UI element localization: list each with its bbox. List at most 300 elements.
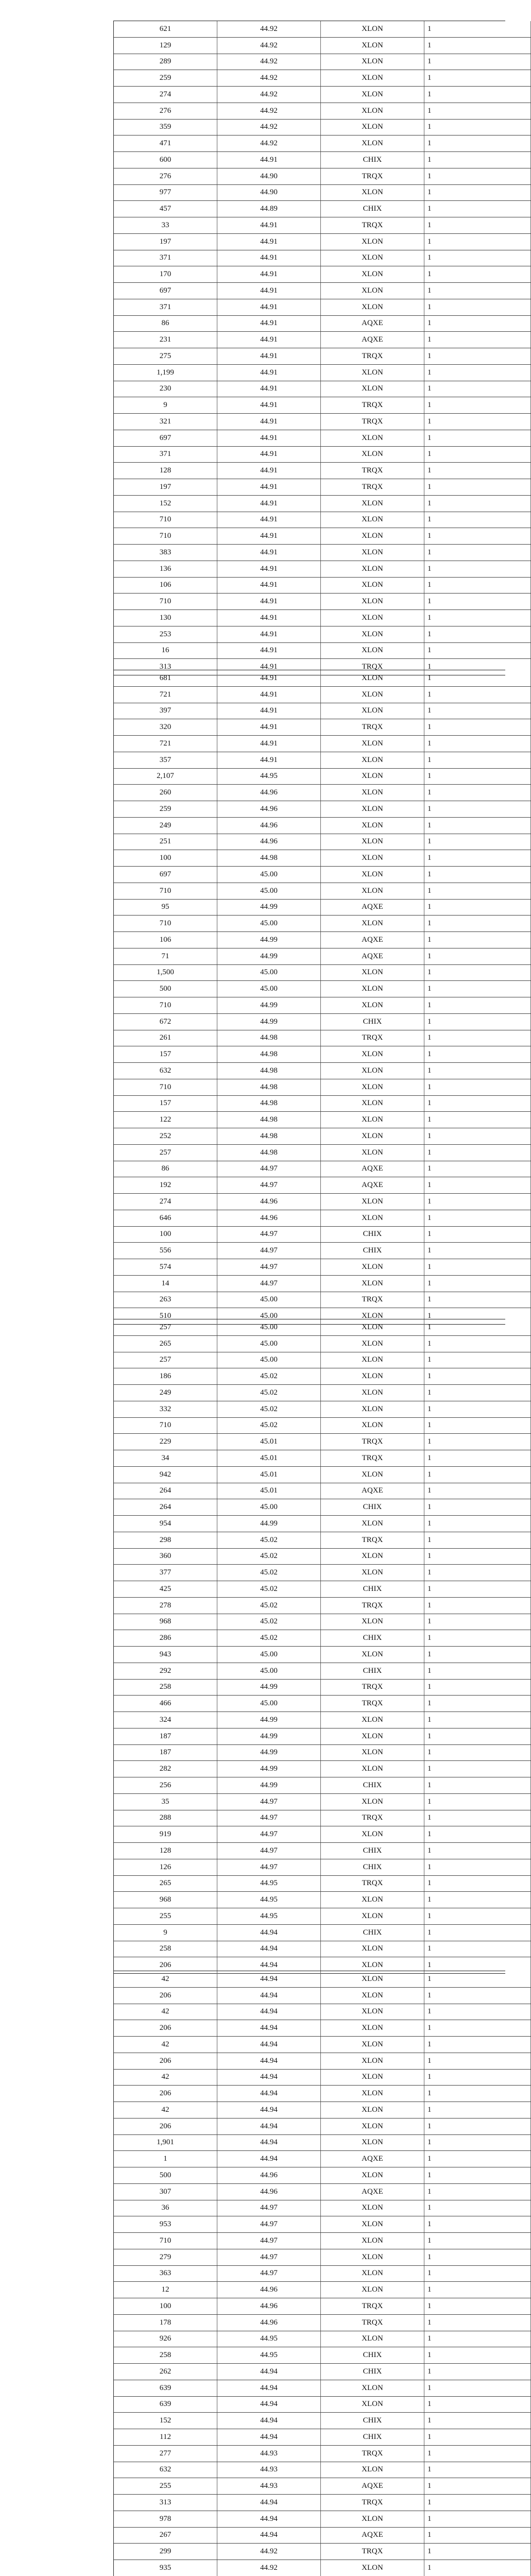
table-row [114, 2527, 531, 2544]
venue-cell: CHIX [321, 1859, 424, 1875]
table-row [114, 1194, 531, 1210]
price-cell: 44.99 [217, 1744, 321, 1761]
table-row [114, 1434, 531, 1450]
venue-cell: XLON [321, 752, 424, 768]
venue-cell: XLON [321, 2233, 424, 2249]
price-cell: 44.91 [217, 495, 321, 512]
table-row [114, 463, 531, 479]
price-cell: 44.92 [217, 135, 321, 152]
venue-cell: XLON [321, 1728, 424, 1744]
time-cell: 1 [424, 1401, 531, 1417]
table-row [114, 867, 531, 883]
price-cell: 45.02 [217, 1368, 321, 1385]
table-row [114, 1079, 531, 1095]
table-row [114, 2118, 531, 2134]
venue-cell: TRQX [321, 2495, 424, 2511]
table-row [114, 2053, 531, 2069]
volume-cell: 639 [114, 2396, 217, 2413]
volume-cell: 259 [114, 801, 217, 818]
venue-cell: XLON [321, 2216, 424, 2233]
venue-cell: XLON [321, 2200, 424, 2216]
volume-cell: 298 [114, 1532, 217, 1548]
volume-cell: 206 [114, 2053, 217, 2069]
table-row [114, 1417, 531, 1434]
price-cell: 44.99 [217, 1679, 321, 1696]
venue-cell: XLON [321, 446, 424, 463]
time-cell: 1 [424, 1987, 531, 2004]
time-cell: 1 [424, 2527, 531, 2544]
price-cell: 44.91 [217, 659, 321, 675]
price-cell: 45.02 [217, 1385, 321, 1401]
volume-cell: 253 [114, 626, 217, 642]
time-cell: 1 [424, 1793, 531, 1810]
table-row [114, 2265, 531, 2282]
venue-cell: CHIX [321, 1843, 424, 1859]
volume-cell: 9 [114, 1924, 217, 1941]
table-row [114, 168, 531, 184]
table-frame [113, 1319, 505, 1974]
time-cell: 1 [424, 233, 531, 250]
price-cell: 44.91 [217, 381, 321, 397]
venue-cell: XLON [321, 2462, 424, 2478]
time-cell: 1 [424, 1957, 531, 1973]
price-cell: 44.94 [217, 1987, 321, 2004]
volume-cell: 1 [114, 2151, 217, 2167]
volume-cell: 42 [114, 2069, 217, 2086]
venue-cell: XLON [321, 1892, 424, 1908]
price-cell: 45.00 [217, 1352, 321, 1368]
price-cell: 44.94 [217, 1941, 321, 1957]
time-cell: 1 [424, 87, 531, 103]
volume-cell: 471 [114, 135, 217, 152]
volume-cell: 178 [114, 2314, 217, 2331]
volume-cell: 14 [114, 1275, 217, 1292]
table-row [114, 2102, 531, 2119]
table-row [114, 1712, 531, 1728]
table-row [114, 397, 531, 414]
time-cell: 1 [424, 1810, 531, 1826]
venue-cell: XLON [321, 1401, 424, 1417]
venue-cell: XLON [321, 364, 424, 381]
venue-cell: TRQX [321, 1450, 424, 1467]
time-cell: 1 [424, 834, 531, 850]
time-cell: 1 [424, 283, 531, 299]
venue-cell: XLON [321, 785, 424, 801]
time-cell: 1 [424, 659, 531, 675]
table-row [114, 2396, 531, 2413]
price-cell: 45.01 [217, 1466, 321, 1483]
volume-cell: 86 [114, 1161, 217, 1177]
venue-cell: CHIX [321, 1243, 424, 1259]
price-cell: 44.98 [217, 1079, 321, 1095]
price-cell: 44.99 [217, 1516, 321, 1532]
venue-cell: XLON [321, 1516, 424, 1532]
time-cell: 1 [424, 414, 531, 430]
venue-cell: XLON [321, 703, 424, 719]
time-cell: 1 [424, 1581, 531, 1598]
table-row [114, 736, 531, 752]
table-row [114, 1696, 531, 1712]
price-cell: 44.91 [217, 152, 321, 168]
price-cell: 44.98 [217, 1095, 321, 1112]
table-row [114, 1161, 531, 1177]
volume-cell: 187 [114, 1744, 217, 1761]
volume-cell: 42 [114, 2004, 217, 2020]
venue-cell: XLON [321, 610, 424, 626]
time-cell: 1 [424, 1532, 531, 1548]
price-cell: 44.94 [217, 2511, 321, 2527]
table-row [114, 1046, 531, 1063]
venue-cell: XLON [321, 2086, 424, 2102]
venue-cell: XLON [321, 2265, 424, 2282]
price-cell: 44.96 [217, 785, 321, 801]
volume-cell: 332 [114, 1401, 217, 1417]
price-cell: 44.99 [217, 1013, 321, 1030]
trades-table [114, 21, 531, 675]
venue-cell: XLON [321, 1565, 424, 1581]
table-frame [113, 1971, 505, 2576]
venue-cell: TRQX [321, 719, 424, 736]
time-cell: 1 [424, 512, 531, 528]
table-row [114, 1466, 531, 1483]
price-cell: 44.99 [217, 1777, 321, 1794]
time-cell: 1 [424, 397, 531, 414]
venue-cell: XLON [321, 528, 424, 545]
table-row [114, 1385, 531, 1401]
price-cell: 44.97 [217, 1177, 321, 1194]
price-cell: 44.91 [217, 686, 321, 703]
volume-cell: 157 [114, 1095, 217, 1112]
time-cell: 1 [424, 2282, 531, 2298]
price-cell: 45.00 [217, 867, 321, 883]
time-cell: 1 [424, 332, 531, 348]
volume-cell: 197 [114, 233, 217, 250]
time-cell: 1 [424, 1417, 531, 1434]
time-cell: 1 [424, 381, 531, 397]
venue-cell: XLON [321, 1368, 424, 1385]
table-row [114, 1319, 531, 1335]
volume-cell: 425 [114, 1581, 217, 1598]
price-cell: 44.97 [217, 2216, 321, 2233]
venue-cell: XLON [321, 545, 424, 561]
price-cell: 44.94 [217, 2086, 321, 2102]
volume-cell: 276 [114, 103, 217, 119]
volume-cell: 36 [114, 2200, 217, 2216]
volume-cell: 1,901 [114, 2134, 217, 2151]
table-row [114, 512, 531, 528]
volume-cell: 360 [114, 1548, 217, 1565]
price-cell: 44.92 [217, 87, 321, 103]
table-row [114, 981, 531, 997]
time-cell: 1 [424, 1144, 531, 1161]
table-row [114, 2413, 531, 2429]
price-cell: 44.91 [217, 752, 321, 768]
volume-cell: 697 [114, 867, 217, 883]
volume-cell: 574 [114, 1259, 217, 1276]
venue-cell: XLON [321, 250, 424, 266]
venue-cell: AQXE [321, 2151, 424, 2167]
venue-cell: TRQX [321, 217, 424, 234]
price-cell: 44.97 [217, 1810, 321, 1826]
volume-cell: 943 [114, 1647, 217, 1663]
volume-cell: 249 [114, 1385, 217, 1401]
price-cell: 44.95 [217, 1908, 321, 1925]
table-row [114, 2216, 531, 2233]
price-cell: 44.97 [217, 1275, 321, 1292]
volume-cell: 363 [114, 2265, 217, 2282]
table-row [114, 577, 531, 594]
venue-cell: XLON [321, 916, 424, 932]
venue-cell: AQXE [321, 1177, 424, 1194]
time-cell: 1 [424, 2102, 531, 2119]
volume-cell: 71 [114, 948, 217, 964]
table-row [114, 768, 531, 785]
volume-cell: 977 [114, 184, 217, 201]
table-row [114, 528, 531, 545]
table-row [114, 1275, 531, 1292]
trades-table [114, 1971, 531, 2576]
time-cell: 1 [424, 1647, 531, 1663]
venue-cell: XLON [321, 266, 424, 283]
venue-cell: TRQX [321, 1434, 424, 1450]
price-cell: 45.00 [217, 883, 321, 899]
volume-cell: 255 [114, 1908, 217, 1925]
table-row [114, 2544, 531, 2560]
table-row [114, 332, 531, 348]
venue-cell: XLON [321, 686, 424, 703]
volume-cell: 277 [114, 2445, 217, 2462]
volume-cell: 206 [114, 1987, 217, 2004]
price-cell: 44.94 [217, 2102, 321, 2119]
volume-cell: 954 [114, 1516, 217, 1532]
table-row [114, 1875, 531, 1892]
time-cell: 1 [424, 299, 531, 315]
volume-cell: 500 [114, 981, 217, 997]
volume-cell: 206 [114, 1957, 217, 1973]
time-cell: 1 [424, 2183, 531, 2200]
time-cell: 1 [424, 2037, 531, 2053]
table-row [114, 1095, 531, 1112]
table-row [114, 1597, 531, 1614]
price-cell: 44.93 [217, 2478, 321, 2495]
price-cell: 44.99 [217, 948, 321, 964]
table-row [114, 1859, 531, 1875]
table-row [114, 2282, 531, 2298]
time-cell: 1 [424, 1292, 531, 1308]
time-cell: 1 [424, 1548, 531, 1565]
table-row [114, 1663, 531, 1679]
time-cell: 1 [424, 70, 531, 87]
price-cell: 45.02 [217, 1401, 321, 1417]
time-cell: 1 [424, 1434, 531, 1450]
price-cell: 44.99 [217, 1761, 321, 1777]
price-cell: 44.99 [217, 899, 321, 916]
price-cell: 45.02 [217, 1614, 321, 1630]
venue-cell: XLON [321, 21, 424, 37]
volume-cell: 136 [114, 561, 217, 577]
time-cell: 1 [424, 1079, 531, 1095]
time-cell: 1 [424, 1614, 531, 1630]
table-row [114, 250, 531, 266]
venue-cell: XLON [321, 1144, 424, 1161]
time-cell: 1 [424, 981, 531, 997]
volume-cell: 100 [114, 850, 217, 867]
volume-cell: 457 [114, 201, 217, 217]
volume-cell: 397 [114, 703, 217, 719]
volume-cell: 264 [114, 1483, 217, 1499]
price-cell: 44.94 [217, 2364, 321, 2380]
price-cell: 44.97 [217, 2233, 321, 2249]
table-row [114, 1226, 531, 1243]
price-cell: 44.95 [217, 1875, 321, 1892]
price-cell: 44.97 [217, 1226, 321, 1243]
price-cell: 44.99 [217, 932, 321, 948]
time-cell: 1 [424, 1679, 531, 1696]
volume-cell: 919 [114, 1826, 217, 1843]
venue-cell: TRQX [321, 463, 424, 479]
table-row [114, 610, 531, 626]
volume-cell: 672 [114, 1013, 217, 1030]
price-cell: 44.91 [217, 528, 321, 545]
price-cell: 44.91 [217, 446, 321, 463]
volume-cell: 556 [114, 1243, 217, 1259]
time-cell: 1 [424, 626, 531, 642]
volume-cell: 721 [114, 736, 217, 752]
volume-cell: 466 [114, 1696, 217, 1712]
volume-cell: 257 [114, 1352, 217, 1368]
time-cell: 1 [424, 1597, 531, 1614]
price-cell: 44.91 [217, 348, 321, 365]
time-cell: 1 [424, 867, 531, 883]
venue-cell: CHIX [321, 1013, 424, 1030]
volume-cell: 1,500 [114, 964, 217, 981]
table-row [114, 1177, 531, 1194]
time-cell: 1 [424, 1777, 531, 1794]
volume-cell: 42 [114, 2102, 217, 2119]
volume-cell: 263 [114, 1292, 217, 1308]
volume-cell: 112 [114, 2429, 217, 2446]
time-cell: 1 [424, 1308, 531, 1324]
price-cell: 44.94 [217, 2004, 321, 2020]
table-row [114, 184, 531, 201]
volume-cell: 192 [114, 1177, 217, 1194]
venue-cell: XLON [321, 2511, 424, 2527]
venue-cell: CHIX [321, 2413, 424, 2429]
time-cell: 1 [424, 642, 531, 659]
volume-cell: 230 [114, 381, 217, 397]
volume-cell: 128 [114, 463, 217, 479]
time-cell: 1 [424, 2151, 531, 2167]
table-row [114, 1210, 531, 1226]
volume-cell: 206 [114, 2086, 217, 2102]
price-cell: 44.94 [217, 1924, 321, 1941]
table-row [114, 2347, 531, 2364]
table-row [114, 1516, 531, 1532]
time-cell: 1 [424, 1696, 531, 1712]
price-cell: 44.90 [217, 168, 321, 184]
table-row [114, 899, 531, 916]
table-row [114, 817, 531, 834]
volume-cell: 267 [114, 2527, 217, 2544]
time-cell: 1 [424, 217, 531, 234]
time-cell: 1 [424, 577, 531, 594]
price-cell: 44.99 [217, 997, 321, 1014]
volume-cell: 106 [114, 577, 217, 594]
time-cell: 1 [424, 37, 531, 54]
venue-cell: XLON [321, 1063, 424, 1079]
venue-cell: TRQX [321, 1532, 424, 1548]
venue-cell: XLON [321, 626, 424, 642]
table-row [114, 2495, 531, 2511]
table-row [114, 1614, 531, 1630]
volume-cell: 258 [114, 2347, 217, 2364]
volume-cell: 231 [114, 332, 217, 348]
table-row [114, 1581, 531, 1598]
table-frame [113, 670, 505, 1325]
time-cell: 1 [424, 594, 531, 610]
table-row [114, 1368, 531, 1385]
table-row [114, 703, 531, 719]
time-cell: 1 [424, 1385, 531, 1401]
time-cell: 1 [424, 1194, 531, 1210]
volume-cell: 42 [114, 1971, 217, 1987]
venue-cell: XLON [321, 850, 424, 867]
venue-cell: TRQX [321, 2314, 424, 2331]
price-cell: 45.00 [217, 1696, 321, 1712]
table-row [114, 2364, 531, 2380]
price-cell: 44.91 [217, 250, 321, 266]
table-row [114, 2151, 531, 2167]
price-cell: 44.96 [217, 2167, 321, 2184]
time-cell: 1 [424, 463, 531, 479]
venue-cell: XLON [321, 1275, 424, 1292]
venue-cell: XLON [321, 561, 424, 577]
venue-cell: XLON [321, 1466, 424, 1483]
time-cell: 1 [424, 1859, 531, 1875]
time-cell: 1 [424, 1875, 531, 1892]
price-cell: 44.91 [217, 670, 321, 686]
table-row [114, 1499, 531, 1516]
volume-cell: 252 [114, 1128, 217, 1145]
venue-cell: AQXE [321, 899, 424, 916]
venue-cell: XLON [321, 87, 424, 103]
price-cell: 44.97 [217, 1793, 321, 1810]
time-cell: 1 [424, 1663, 531, 1679]
price-cell: 44.94 [217, 2020, 321, 2037]
volume-cell: 261 [114, 1030, 217, 1046]
time-cell: 1 [424, 2511, 531, 2527]
time-cell: 1 [424, 2429, 531, 2446]
price-cell: 44.99 [217, 1712, 321, 1728]
venue-cell: TRQX [321, 1597, 424, 1614]
price-cell: 44.93 [217, 2445, 321, 2462]
price-cell: 45.00 [217, 1663, 321, 1679]
volume-cell: 257 [114, 1144, 217, 1161]
time-cell: 1 [424, 2134, 531, 2151]
time-cell: 1 [424, 736, 531, 752]
venue-cell: CHIX [321, 2429, 424, 2446]
price-cell: 44.97 [217, 1259, 321, 1276]
price-cell: 45.02 [217, 1630, 321, 1647]
volume-cell: 600 [114, 152, 217, 168]
venue-cell: XLON [321, 2102, 424, 2119]
time-cell: 1 [424, 1941, 531, 1957]
trades-table [114, 1319, 531, 1973]
volume-cell: 152 [114, 495, 217, 512]
table-row [114, 801, 531, 818]
table-row [114, 686, 531, 703]
volume-cell: 262 [114, 2364, 217, 2380]
